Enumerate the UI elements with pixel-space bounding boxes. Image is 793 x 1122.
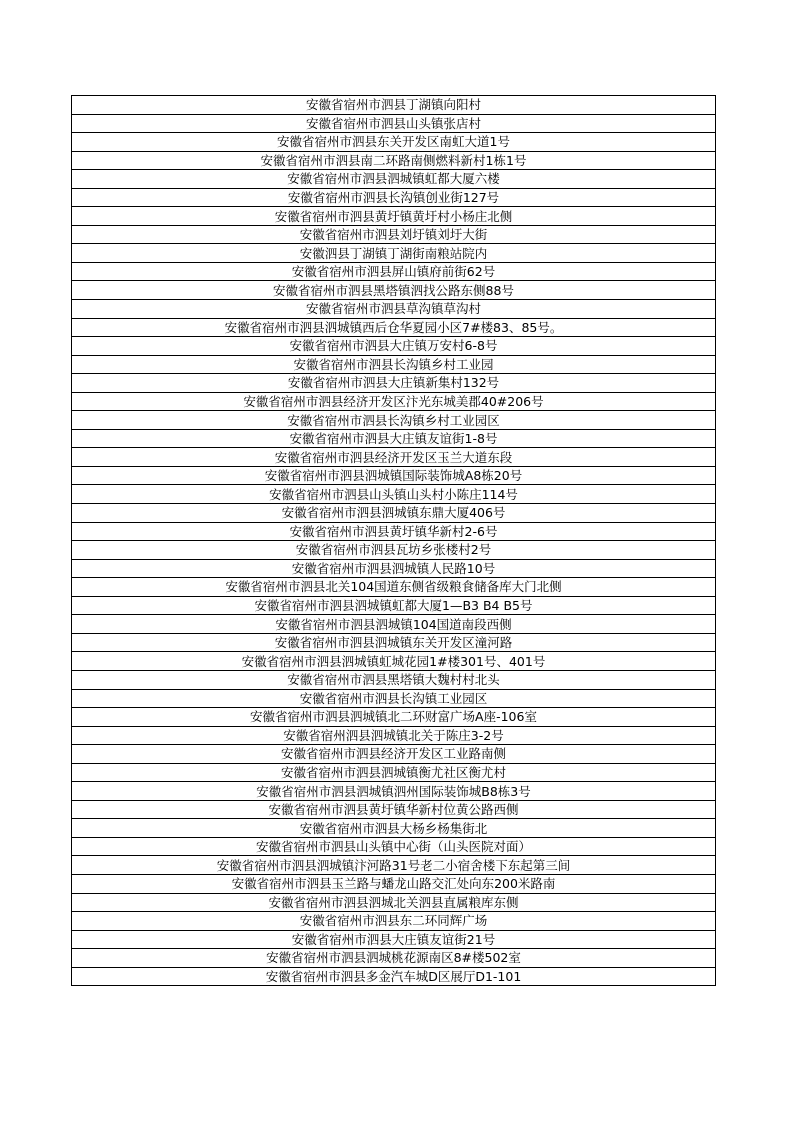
address-cell: 安徽省宿州市泗县泗城镇北二环财富广场A座-106室 xyxy=(72,708,716,727)
table-row xyxy=(72,281,716,300)
table-row xyxy=(72,596,716,615)
address-cell: 安徽省宿州市泗县长沟镇乡村工业园区 xyxy=(72,411,716,430)
address-cell: 安徽省宿州市泗县大庄镇友谊街21号 xyxy=(72,930,716,949)
address-cell: 安徽省宿州市泗县黑塔镇泗找公路东侧88号 xyxy=(72,281,716,300)
address-cell: 安徽省宿州市泗县泗城镇104国道南段西侧 xyxy=(72,615,716,634)
table-row xyxy=(72,949,716,968)
table-row xyxy=(72,300,716,319)
address-cell: 安徽省宿州市泗县黑塔镇大魏村村北头 xyxy=(72,670,716,689)
table-row xyxy=(72,726,716,745)
address-cell: 安徽省宿州泗县泗城镇北关于陈庄3-2号 xyxy=(72,726,716,745)
table-row xyxy=(72,355,716,374)
address-cell: 安徽省宿州市泗县山头镇山头村小陈庄114号 xyxy=(72,485,716,504)
table-row xyxy=(72,188,716,207)
table-row xyxy=(72,429,716,448)
table-row xyxy=(72,670,716,689)
table-row xyxy=(72,485,716,504)
table-row xyxy=(72,114,716,133)
address-cell: 安徽省宿州市泗县山头镇张店村 xyxy=(72,114,716,133)
address-cell: 安徽省宿州市泗县泗城镇人民路10号 xyxy=(72,559,716,578)
table-row xyxy=(72,559,716,578)
address-cell: 安徽省宿州市泗县大庄镇新集村132号 xyxy=(72,374,716,393)
table-row xyxy=(72,930,716,949)
address-cell: 安徽省宿州市泗县大庄镇友谊街1-8号 xyxy=(72,429,716,448)
address-cell: 安徽省宿州市泗县长沟镇工业园区 xyxy=(72,689,716,708)
address-cell: 安徽省宿州市泗县泗城镇虹都大厦六楼 xyxy=(72,170,716,189)
address-cell: 安徽省宿州市泗县长沟镇创业街127号 xyxy=(72,188,716,207)
address-cell: 安徽省宿州市泗县泗城镇衡尤社区衡尤村 xyxy=(72,763,716,782)
table-row xyxy=(72,374,716,393)
table-row xyxy=(72,411,716,430)
address-cell: 安徽省宿州市泗县多金汽车城D区展厅D1-101 xyxy=(72,967,716,986)
address-cell: 安徽省宿州市泗县丁湖镇向阳村 xyxy=(72,96,716,115)
address-cell: 安徽省宿州市泗县大庄镇万安村6-8号 xyxy=(72,337,716,356)
address-cell: 安徽省宿州市泗县泗城镇东关开发区潼河路 xyxy=(72,633,716,652)
address-table xyxy=(71,95,716,986)
address-cell: 安徽省宿州市泗县草沟镇草沟村 xyxy=(72,300,716,319)
table-row xyxy=(72,615,716,634)
address-cell: 安徽省宿州市泗县经济开发区工业路南侧 xyxy=(72,745,716,764)
table-row xyxy=(72,652,716,671)
table-row xyxy=(72,448,716,467)
table-row xyxy=(72,578,716,597)
table-row xyxy=(72,967,716,986)
address-cell: 安徽泗县丁湖镇丁湖街南粮站院内 xyxy=(72,244,716,263)
address-cell: 安徽省宿州市泗县瓦坊乡张楼村2号 xyxy=(72,541,716,560)
address-cell: 安徽省宿州市泗县经济开发区玉兰大道东段 xyxy=(72,448,716,467)
address-cell: 安徽省宿州市泗县东二环同辉广场 xyxy=(72,912,716,931)
table-row xyxy=(72,633,716,652)
address-cell: 安徽省宿州市泗县屏山镇府前街62号 xyxy=(72,262,716,281)
table-row xyxy=(72,856,716,875)
table-row xyxy=(72,504,716,523)
address-cell: 安徽省宿州市泗县黄圩镇华新村2-6号 xyxy=(72,522,716,541)
address-cell: 安徽省宿州市泗县泗城北关泗县直属粮库东侧 xyxy=(72,893,716,912)
address-cell: 安徽省宿州市泗县南二环路南侧燃料新村1栋1号 xyxy=(72,151,716,170)
table-row xyxy=(72,133,716,152)
address-cell: 安徽省宿州市泗县泗城镇东鼎大厦406号 xyxy=(72,504,716,523)
table-row xyxy=(72,207,716,226)
address-cell: 安徽省宿州市泗县泗城镇西后仓华夏园小区7#楼83、85号。 xyxy=(72,318,716,337)
table-row xyxy=(72,466,716,485)
address-cell: 安徽省宿州市泗县大杨乡杨集街北 xyxy=(72,819,716,838)
table-row xyxy=(72,912,716,931)
address-cell: 安徽省宿州市泗县泗城桃花源南区8#楼502室 xyxy=(72,949,716,968)
table-row xyxy=(72,337,716,356)
table-row xyxy=(72,225,716,244)
address-cell: 安徽省宿州市泗县经济开发区汴光东城美郡40#206号 xyxy=(72,392,716,411)
table-row xyxy=(72,96,716,115)
table-row xyxy=(72,541,716,560)
table-row xyxy=(72,522,716,541)
address-cell: 安徽省宿州市泗县泗城镇汴河路31号老二小宿舍楼下东起第三间 xyxy=(72,856,716,875)
table-row xyxy=(72,782,716,801)
table-row xyxy=(72,708,716,727)
table-row xyxy=(72,800,716,819)
table-row xyxy=(72,893,716,912)
table-row xyxy=(72,689,716,708)
address-cell: 安徽省宿州市泗县泗城镇国际装饰城A8栋20号 xyxy=(72,466,716,485)
address-cell: 安徽省宿州市泗县山头镇中心街（山头医院对面） xyxy=(72,837,716,856)
table-row xyxy=(72,392,716,411)
table-row xyxy=(72,819,716,838)
address-cell: 安徽省宿州市泗县玉兰路与蟠龙山路交汇处向东200米路南 xyxy=(72,874,716,893)
address-cell: 安徽省宿州市泗县泗城镇虹城花园1#楼301号、401号 xyxy=(72,652,716,671)
table-row xyxy=(72,262,716,281)
address-cell: 安徽省宿州市泗县长沟镇乡村工业园 xyxy=(72,355,716,374)
address-cell: 安徽省宿州市泗县泗城镇泗州国际装饰城B8栋3号 xyxy=(72,782,716,801)
table-row xyxy=(72,244,716,263)
address-table-body xyxy=(72,96,716,986)
table-row xyxy=(72,874,716,893)
address-cell: 安徽省宿州市泗县北关104国道东侧省级粮食储备库大门北侧 xyxy=(72,578,716,597)
address-cell: 安徽省宿州市泗县黄圩镇黄圩村小杨庄北侧 xyxy=(72,207,716,226)
table-row xyxy=(72,151,716,170)
table-row xyxy=(72,763,716,782)
address-cell: 安徽省宿州市泗县黄圩镇华新村位黄公路西侧 xyxy=(72,800,716,819)
table-row xyxy=(72,170,716,189)
address-cell: 安徽省宿州市泗县刘圩镇刘圩大街 xyxy=(72,225,716,244)
address-cell: 安徽省宿州市泗县东关开发区南虹大道1号 xyxy=(72,133,716,152)
table-row xyxy=(72,837,716,856)
address-cell: 安徽省宿州市泗县泗城镇虹都大厦1—B3 B4 B5号 xyxy=(72,596,716,615)
table-row xyxy=(72,745,716,764)
table-row xyxy=(72,318,716,337)
